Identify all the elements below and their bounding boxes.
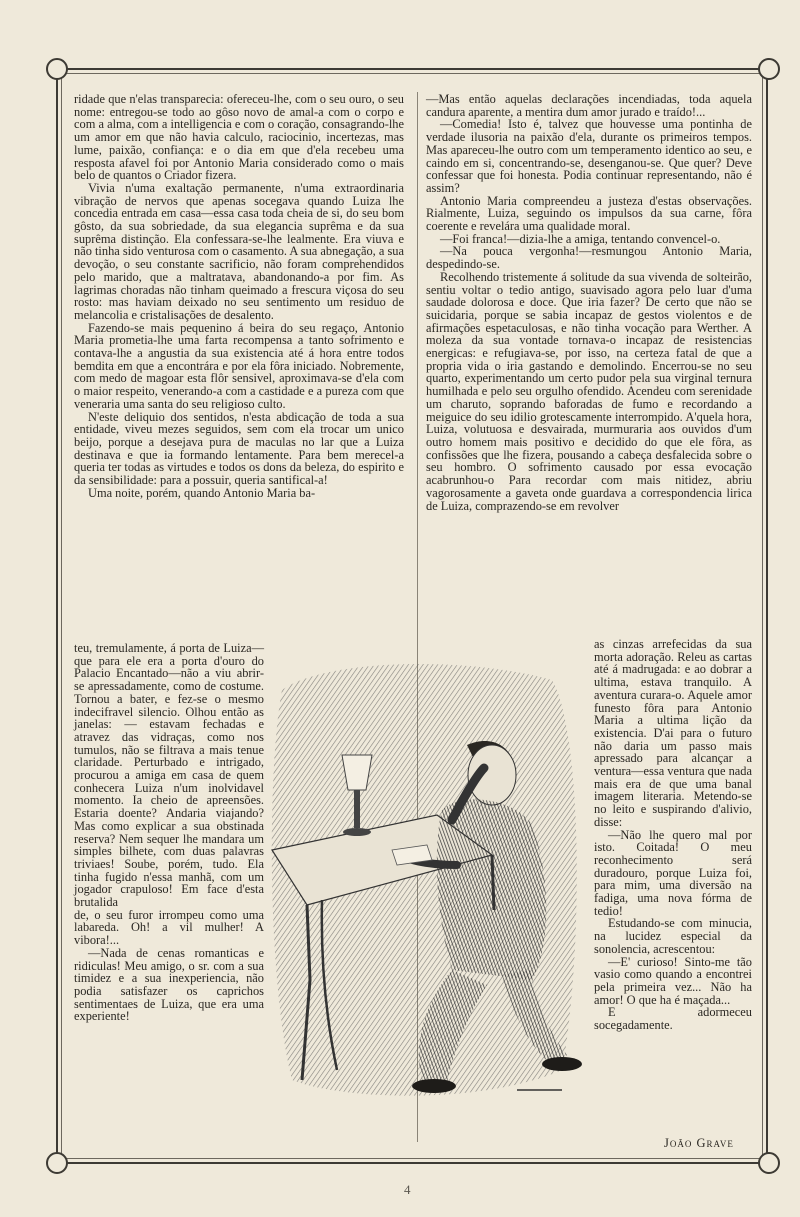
left-column-top bbox=[74, 93, 404, 500]
paragraph: Vivia n'uma exaltação permanente, n'uma extraordinaria vibração de nervos que apenas socegava quando Luiza lhe concedia entrada em casa—essa casa toda cheia de si, do seu bom gôsto, da sua sobriedade, da sua elegancia suprêma e da sua suprêma distinção. Ela confessara-se-lhe lealmente. Era viuva e não tinha sido venturosa com o casamento. A sua abnegação, a sua devoção, o seu constante sacrificio, não foram comprehendidos pelo marido, que a maltratava, abandonando-a por fim. As lagrimas choradas não tinham queimado a frescura viçosa do seu rosto: mas haviam deixado no seu sentimento um residuo de melancolia e cristalisações de desalento. bbox=[74, 180, 404, 322]
paragraph: Recolhendo tristemente á solitude da sua vivenda de solteirão, sentiu voltar o tedio antigo, suavisado agora pelo luar d'uma saudade dolorosa e doce. Que iria fazer? De certo que não se suicidaria, porque se sabia incapaz de gestos violentos e de afirmações espetaculosas, e não tinha vocação para Werther. A moleza da sua vontade tornava-o incapaz de resistencias energicas: e refugiava-se, por isso, na certeza fatal de que a propria vida o iria gastando e demolindo. Encerrou-se no seu quarto, experimentando um certo pudor pela sua virginal ternura humilhada e pelo seu orgulho ofendido. Acendeu com serenidade um charuto, soprando baforadas de fumo e recordando a meiguice do seu idilio grotescamente interrompido. A'quela hora, Luiza, volutuosa e desvairada, murmuraria aos ouvidos d'um outro homem mais positivo e decidido do que ele fôra, as confissões que lhe fizera, pousando a cabeça desfalecida sobre o seu hombro. O sofrimento causado por essa evocação acabrunhou-o Para recordar com mais nitidez, abriu vagorosamente a gaveta onde guardava a correspondencia lirica de Luiza, comprazendo-se em revolver bbox=[426, 269, 752, 513]
paragraph: Antonio Maria compreendeu a justeza d'estas observações. Rialmente, Luiza, seguindo os impulsos da sua carne, fôra coerente e revelára uma qualidade moral. bbox=[426, 193, 752, 234]
paragraph: —Foi franca!—dizia-lhe a amiga, tentando convencel-o. bbox=[440, 231, 721, 246]
corner-ornament bbox=[758, 58, 780, 80]
right-column-top bbox=[426, 93, 752, 512]
paragraph: —Mas então aquelas declarações incendiadas, toda aquela candura aparente, a mentira dum amor jurado e traído!... bbox=[426, 92, 752, 119]
paragraph: Fazendo-se mais pequenino á beira do seu regaço, Antonio Maria prometia-lhe uma farta recompensa a tanto sofrimento e contava-lhe a angustia da sua existencia até á hora entre todos bemdita em que a encontrára e por ela fôra iniciado. Nobremente, com medo de magoar esta flôr sensivel, aproximava-se d'ela com o maior respeito, venerando-a com a castidade e a pureza com que veneraria uma santa do seu religioso culto. bbox=[74, 320, 404, 411]
paragraph: —Na pouca vergonha!—resmungou Antonio Maria, despedindo-se. bbox=[426, 244, 752, 272]
paragraph: as cinzas arrefecidas da sua morta adoração. Releu as cartas até á madrugada: e ao dobrar a ultima, estava tranquilo. A aventura curara-o. Aquele amor funesto fôra para Antonio Maria a ultima lição da existencia. D'ai para o futuro não daria um passo mais apressado para alcançar a ventura—essa ventura que nada mais era de que uma banal imagem literaria. Metendo-se no leito e suspirando d'alivio, disse: bbox=[594, 637, 752, 829]
paragraph: Uma noite, porém, quando Antonio Maria ba- bbox=[88, 485, 316, 500]
paragraph: —Comedia! Isto é, talvez que houvesse uma pontinha de verdade ilusoria na paixão d'ela, durante os primeiros tempos. Mas apareceu-lhe outro com um temperamento identico ao seu, e caindo em si, concentrando-se, desenganou-se. Que quer? Deve confessar que foi honesta. Podia continuar representando, não é assim? bbox=[426, 117, 752, 195]
paragraph: E adormeceu socegadamente. bbox=[594, 1005, 752, 1033]
page-number: 4 bbox=[404, 1182, 411, 1197]
illustration-man-at-desk bbox=[262, 650, 588, 1110]
paragraph: teu, tremulamente, á porta de Luiza—que para ele era a porta d'ouro do Palacio Encantado—não a viu abrir-se apressadamente, como de costume. Tornou a bater, e fez-se o mesmo indecifravel silencio. Olhou então as janelas: — estavam fechadas e atravez das vidraças, como nos tumulos, não se filtrava a mais tenue claridade. Perturbado e intrigado, procurou a amiga em casa de quem conhecera Luiza n'um inolvidavel momento. Ia cheio de apreensões. Estaria doente? Andaria viajando? Mas como explicar a sua obstinada reserva? Nem sequer lhe mandara um simples bilhete, com duas palavras triviaes! Soube, porém, tudo. Ela tinha fugido n'essa manhã, com um jogador crapuloso! Em face d'esta brutalida bbox=[74, 641, 264, 910]
author-signature: João Grave bbox=[664, 1136, 734, 1150]
paragraph: ridade que n'elas transparecia: ofereceu-lhe, com o seu ouro, o seu nome: entregou-se todo ao gôso novo de amal-a com o corpo e com a alma, com a intelligencia e com o coração, consagrando-lhe um amor em que não havia calculo, raciocinio, incertezas, mas lume, paixão, confiança: e o dia em que d'ela recebeu uma resposta afavel foi por Antonio Maria considerado como o mais belo de quantos o Criador fizera. bbox=[74, 92, 404, 183]
corner-ornament bbox=[46, 1152, 68, 1174]
left-column-narrow bbox=[74, 642, 264, 1023]
right-column-narrow bbox=[594, 638, 752, 1032]
paragraph: Estudando-se com minucia, na lucidez especial da sonolencia, acrescentou: bbox=[594, 916, 752, 956]
paragraph: de, o seu furor irrompeu como uma labareda. Oh! a vil mulher! A vibora!... bbox=[74, 907, 264, 948]
paragraph: —Nada de cenas romanticas e ridiculas! Meu amigo, o sr. com a sua timidez e a sua inexperiencia, não podia satisfazer os caprichos sentimentaes de Luiza, que era uma experiente! bbox=[74, 945, 264, 1024]
paragraph: —Não lhe quero mal por isto. Coitada! O meu reconhecimento será duradouro, porque Luiza foi, para mim, uma diversão na fadiga, uma nova fórma de tedio! bbox=[594, 827, 752, 918]
corner-ornament bbox=[46, 58, 68, 80]
paragraph: N'este deliquio dos sentidos, n'esta abdicação de toda a sua entidade, viveu mezes seguidos, sem com ela trocar um unico beijo, porque a desejava pura de maculas no lar que a Luiza destinava e que ia formando lentamente. Para bem merecel-a queria ter todas as virtudes e todos os dons da beleza, do espirito e da sensibilidade: para a possuir, queria santifical-a! bbox=[74, 409, 404, 488]
paragraph: —E' curioso! Sinto-me tão vasio como quando a encontrei pela primeira vez... Não ha amor! O que ha é maçada... bbox=[594, 954, 752, 1007]
corner-ornament bbox=[758, 1152, 780, 1174]
